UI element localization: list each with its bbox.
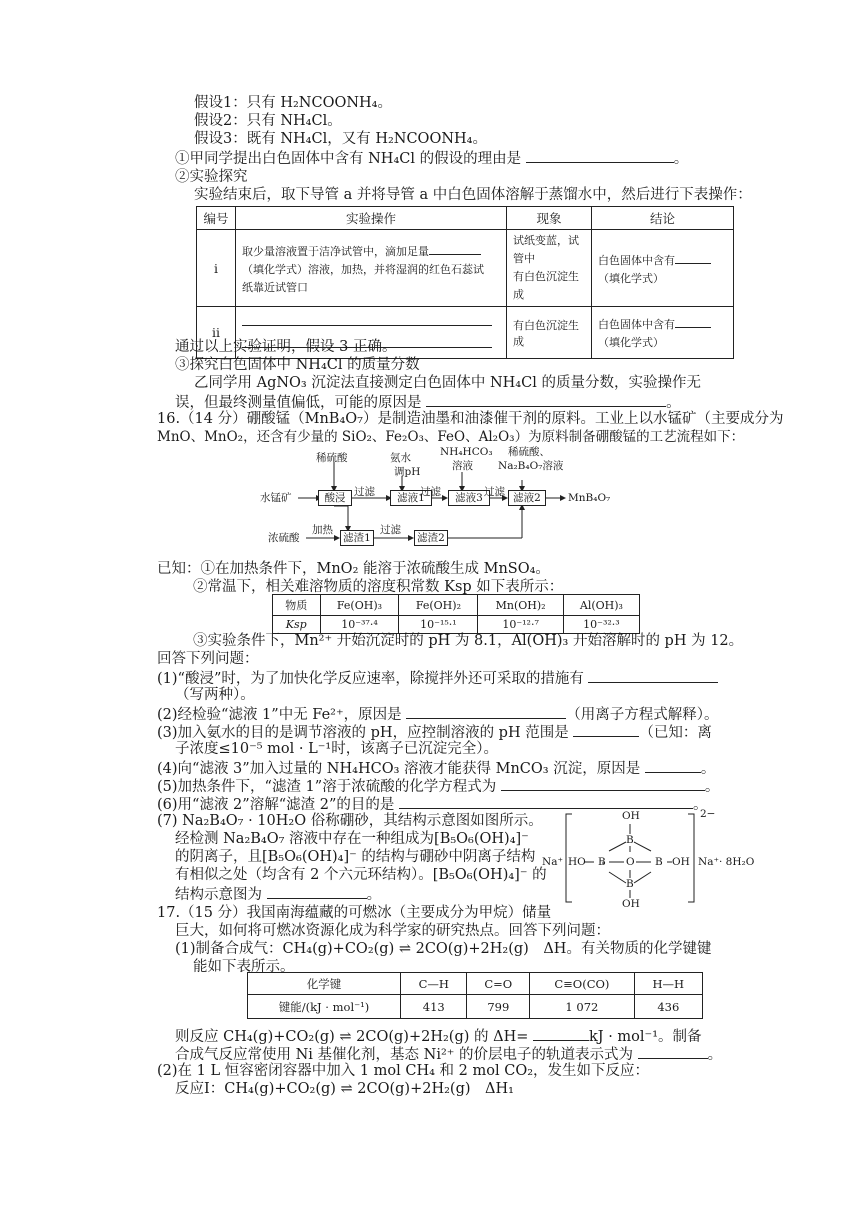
label-ore: 水锰矿 bbox=[260, 492, 292, 504]
answer-blank[interactable] bbox=[638, 1044, 708, 1059]
q17-part-1a: (1)制备合成气：CH₄(g)+CO₂(g) ⇌ 2CO(g)+2H₂(g) ΔH。有关物质的化学键键 bbox=[175, 941, 712, 957]
q16-part-7c: 的阴离子，且[B₅O₆(OH)₄]⁻ 的结构与硼砂中阴离子结构 bbox=[175, 849, 536, 865]
q16-part-3-tail: （已知：离 bbox=[639, 725, 712, 741]
label-conc-acid: 浓硫酸 bbox=[268, 532, 300, 544]
box-filtrate1: 滤液1 bbox=[390, 490, 432, 506]
atom-oh-right: OH bbox=[672, 856, 690, 868]
q16-part-7e-text: 结构示意图为 bbox=[175, 887, 262, 903]
bond-value: 1 072 bbox=[530, 995, 634, 1019]
op-line: 取少量溶液置于洁净试管中，滴加足量 bbox=[242, 244, 429, 258]
label-ammonia: 氨水 bbox=[390, 452, 411, 464]
q17-part-1c-unit: kJ · mol⁻¹。制备 bbox=[589, 1029, 702, 1045]
bond-energy-table bbox=[247, 972, 703, 1019]
concl-line: （填化学式） bbox=[598, 336, 664, 349]
q17-part-1d: 合成气反应常使用 Ni 基催化剂，基态 Ni²⁺ 的价层电子的轨道表示式为 。 bbox=[175, 1044, 722, 1064]
col-header-operation: 实验操作 bbox=[236, 207, 507, 230]
q16-known-1: 已知：①在加热条件下，MnO₂ 能溶于浓硫酸生成 MnSO₄。 bbox=[157, 561, 550, 577]
ksp-value: 10⁻¹²·⁷ bbox=[478, 616, 563, 634]
ksp-header: Mn(OH)₂ bbox=[478, 595, 563, 616]
q15-item-2: ②实验探究 bbox=[175, 169, 248, 185]
label-filter-2: 过滤 bbox=[420, 486, 441, 498]
q16-part-6: (6)用“滤液 2”溶解“滤渣 2”的目的是 。 bbox=[157, 794, 707, 814]
row-id: ⅰ bbox=[197, 230, 236, 307]
q16-stem-2: MnO、MnO₂，还含有少量的 SiO₂、Fe₂O₃、FeO、Al₂O₃）为原料制备硼酸锰的工艺流程如下： bbox=[157, 429, 745, 445]
q16-part-1-text: (1)“酸浸”时，为了加快化学反应速率，除搅拌外还可采取的措施有 bbox=[157, 671, 584, 687]
q15-item-1-text: ①甲同学提出白色固体中含有 NH₄Cl 的假设的理由是 bbox=[175, 151, 522, 167]
concl-line: 白色固体中含有 bbox=[598, 253, 675, 267]
q15-item-3-desc2: 误，但最终测量值偏低，可能的原因是 。 bbox=[175, 392, 681, 412]
phen-line: 有白色沉淀生成 bbox=[513, 270, 579, 301]
atom-o-center: O bbox=[626, 856, 635, 868]
charge-label: 2− bbox=[700, 808, 716, 820]
q16-part-1b: （写两种）。 bbox=[175, 687, 255, 703]
phen-line: 试纸变蓝，试管中 bbox=[513, 234, 579, 265]
atom-b-bottom: B bbox=[626, 878, 634, 890]
q17-part-2b: 反应Ⅰ：CH₄(g)+CO₂(g) ⇌ 2CO(g)+2H₂(g) ΔH₁ bbox=[175, 1081, 514, 1097]
op-line: 纸靠近试管口 bbox=[242, 280, 308, 294]
q16-part-3c: 子浓度≤10⁻⁵ mol · L⁻¹时，该离子已沉淀完全）。 bbox=[175, 741, 498, 757]
label-product: MnB₄O₇ bbox=[568, 492, 611, 504]
bond-value: 413 bbox=[401, 995, 467, 1019]
ksp-header: Fe(OH)₂ bbox=[399, 595, 478, 616]
q16-part-2-tail: （用离子方程式解释）。 bbox=[566, 707, 719, 723]
ksp-value: 10⁻³²·³ bbox=[563, 616, 639, 634]
label-dilute-acid: 稀硫酸 bbox=[316, 452, 348, 464]
ksp-value: 10⁻³⁷·⁴ bbox=[320, 616, 399, 634]
atom-b-left: B bbox=[598, 856, 606, 868]
q15-item-2-desc: 实验结束后，取下导管 a 并将导管 a 中白色固体溶解于蒸馏水中，然后进行下表操作： bbox=[194, 187, 752, 203]
atom-b-top: B bbox=[626, 834, 634, 846]
label-heat: 加热 bbox=[312, 524, 333, 536]
label-nh4hco3: NH₄HCO₃ bbox=[440, 446, 493, 458]
box-leach: 酸浸 bbox=[318, 490, 352, 506]
q16-part-6-text: (6)用“滤液 2”溶解“滤渣 2”的目的是 bbox=[157, 797, 395, 813]
q15-item-1: ①甲同学提出白色固体中含有 NH₄Cl 的假设的理由是 。 bbox=[175, 148, 688, 168]
col-header-conclusion: 结论 bbox=[592, 207, 734, 230]
bond-header: H—H bbox=[634, 973, 702, 995]
q17-part-2a: (2)在 1 L 恒容密闭容器中加入 1 mol CH₄ 和 2 mol CO₂，发生如下反应： bbox=[157, 1063, 650, 1079]
label-na2b4o7: Na₂B₄O₇溶液 bbox=[498, 460, 564, 472]
ksp-row-label: Ksp bbox=[273, 616, 321, 634]
q16-part-7a: (7) Na₂B₄O₇ · 10H₂O 俗称硼砂，其结构示意图如图所示。 bbox=[157, 813, 543, 829]
atom-b-right: B bbox=[655, 856, 663, 868]
bond-header: C—H bbox=[401, 973, 467, 995]
q16-part-3-text: (3)加入氨水的目的是调节溶液的 pH，应控制溶液的 pH 范围是 bbox=[157, 725, 569, 741]
q15-item-3: ③探究白色固体中 NH₄Cl 的质量分数 bbox=[175, 357, 420, 373]
q17-part-1c bbox=[175, 1026, 702, 1046]
q16-part-4: (4)向“滤液 3”加入过量的 NH₄HCO₃ 溶液才能获得 MnCO₃ 沉淀，原因是 。 bbox=[157, 758, 715, 778]
q16-part-2-text: (2)经检验“滤液 1”中无 Fe²⁺，原因是 bbox=[157, 707, 402, 723]
label-filter-1: 过滤 bbox=[354, 486, 375, 498]
q16-known-2: ②常温下，相关难溶物质的溶度积常数 Ksp 如下表所示： bbox=[193, 579, 564, 595]
bond-header: C=O bbox=[467, 973, 530, 995]
q16-part-5: (5)加热条件下，“滤渣 1”溶于浓硫酸的化学方程式为 。 bbox=[157, 776, 719, 796]
label-dil-sulfuric: 稀硫酸、 bbox=[508, 446, 550, 458]
answer-blank[interactable] bbox=[533, 1026, 589, 1041]
q17-part-1c-text: 则反应 CH₄(g)+CO₂(g) ⇌ 2CO(g)+2H₂(g) 的 ΔH= bbox=[175, 1029, 529, 1045]
box-filtrate2: 滤液2 bbox=[508, 490, 546, 506]
hypothesis-2: 假设2：只有 NH₄Cl。 bbox=[194, 113, 342, 129]
op-line: （填化学式）溶液，加热，并将湿润的红色石蕊试 bbox=[242, 262, 484, 276]
q17-part-1b: 能如下表所示。 bbox=[193, 959, 295, 975]
q16-part-7e: 结构示意图为 。 bbox=[175, 884, 381, 904]
q16-stem-1: 16.（14 分）硼酸锰（MnB₄O₇）是制造油墨和油漆催干剂的原料。工业上以水锰矿（主要成分为 bbox=[157, 411, 784, 427]
concl-line: （填化学式） bbox=[598, 271, 664, 285]
col-header-phenomenon: 现象 bbox=[507, 207, 592, 230]
bond-header: C≡O(CO) bbox=[530, 973, 634, 995]
label-filter-4: 过滤 bbox=[380, 524, 401, 536]
q16-known-3: ③实验条件下，Mn²⁺ 开始沉淀时的 pH 为 8.1，Al(OH)₃ 开始溶解时的 pH 为 12。 bbox=[193, 633, 744, 649]
atom-oh-top: OH bbox=[622, 810, 640, 822]
ksp-header: Al(OH)₃ bbox=[563, 595, 639, 616]
q15-item-3-desc1: 乙同学用 AgNO₃ 沉淀法直接测定白色固体中 NH₄Cl 的质量分数，实验操作无 bbox=[194, 375, 701, 391]
q16-part-4-text: (4)向“滤液 3”加入过量的 NH₄HCO₃ 溶液才能获得 MnCO₃ 沉淀，原因是 bbox=[157, 761, 641, 777]
ksp-value: 10⁻¹⁵·¹ bbox=[399, 616, 478, 634]
bond-value: 799 bbox=[467, 995, 530, 1019]
q16-part-5-text: (5)加热条件下，“滤渣 1”溶于浓硫酸的化学方程式为 bbox=[157, 779, 497, 795]
counter-ion-right: Na⁺· 8H₂O bbox=[698, 856, 755, 868]
col-header-id: 编号 bbox=[197, 207, 236, 230]
hypothesis-3: 假设3：既有 NH₄Cl，又有 H₂NCOONH₄。 bbox=[194, 131, 487, 147]
concl-line: 白色固体中含有 bbox=[598, 318, 675, 331]
q15-after-table: 通过以上实验证明，假设 3 正确。 bbox=[175, 339, 397, 355]
label-filter-3: 过滤 bbox=[484, 486, 505, 498]
hypothesis-1: 假设1：只有 H₂NCOONH₄。 bbox=[194, 95, 392, 111]
q16-part-7d: 有相似之处（均含有 2 个六元环结构）。[B₅O₆(OH)₄]⁻ 的 bbox=[175, 867, 547, 883]
bond-row-label: 键能/(kJ · mol⁻¹) bbox=[248, 995, 401, 1019]
ksp-header: 物质 bbox=[273, 595, 321, 616]
atom-ho-left: HO bbox=[568, 856, 586, 868]
counter-ion-left: Na⁺ bbox=[542, 856, 563, 868]
bond-header: 化学键 bbox=[248, 973, 401, 995]
q17-stem-1: 17.（15 分）我国南海蕴藏的可燃冰（主要成分为甲烷）储量 bbox=[157, 905, 552, 921]
q16-answer-intro: 回答下列问题： bbox=[157, 651, 259, 667]
box-residue2: 滤渣2 bbox=[414, 530, 448, 546]
atom-oh-bottom: OH bbox=[622, 898, 640, 910]
q16-part-7b: 经检测 Na₂B₄O₇ 溶液中存在一种组成为[B₅O₆(OH)₄]⁻ bbox=[175, 831, 529, 847]
label-solution: 溶液 bbox=[452, 460, 473, 472]
ksp-header: Fe(OH)₃ bbox=[320, 595, 399, 616]
box-filtrate3: 滤液3 bbox=[448, 490, 490, 506]
q15-item-3-desc2-text: 误，但最终测量值偏低，可能的原因是 bbox=[175, 395, 422, 411]
row-id: ⅱ bbox=[197, 307, 236, 359]
row-phenomenon: 有白色沉淀生成 bbox=[507, 307, 592, 359]
bond-value: 436 bbox=[634, 995, 702, 1019]
q17-stem-2: 巨大，如何将可燃冰资源化成为科学家的研究热点。回答下列问题： bbox=[175, 923, 610, 939]
label-adjust-ph: 调pH bbox=[394, 466, 421, 478]
box-residue1: 滤渣1 bbox=[340, 530, 374, 546]
q17-part-1d-text: 合成气反应常使用 Ni 基催化剂，基态 Ni²⁺ 的价层电子的轨道表示式为 bbox=[175, 1047, 634, 1063]
